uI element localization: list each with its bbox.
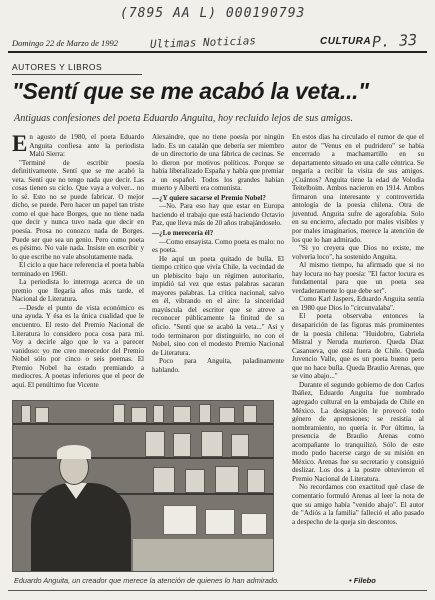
paragraph: Poco para Anguita, paladinamente hablando. bbox=[152, 357, 284, 374]
dateline: Domingo 22 de Marzo de 1992 bbox=[12, 38, 119, 48]
author-credit: • Filebo bbox=[349, 576, 376, 585]
paragraph: "Terminé de escribir poesía definitivamente. Sentí que se me acabó la veta. Sentí que no tengo nada que decir. Las cosas tienen su ciclo. Que vaya a volver... no lo sé. Esto no se puede fabricar. O mejor dicho, se puede. Pero hacer un papel tan triste como el que hace Borges, que no tiene nada que decir y nunca tuvo nada que decir en poesía. Prosa no conozco nada de Borges. Puede ser que sea un genio. Pero como poeta es pésimo. No vale nada. Insiste en escribir y lo que escribe no vale absolutamente nada. bbox=[12, 158, 144, 261]
paragraph: —No. Para eso hay que estar en Europa haciendo el trabajo que está haciendo Octavio Paz, que lleva más de 20 años trabajándoselo. bbox=[152, 202, 284, 228]
masthead-rule bbox=[8, 51, 427, 53]
deck: Antiguas confesiones del poeta Eduardo Anguita, hoy recluido lejos de sus amigos. bbox=[14, 113, 353, 124]
book bbox=[153, 405, 164, 423]
paragraph: En agosto de 1980, el poeta Eduardo Anguita confiesa ante la periodista Malú Sierra: bbox=[12, 131, 144, 159]
book bbox=[247, 469, 265, 493]
paragraph: La periodista lo interroga acerca de un premio que llegaría años más tarde, el Nacional de Literatura. bbox=[12, 278, 144, 304]
paragraph: Como Karl Jaspers, Eduardo Anguita sentía en 1980 que Dios lo "circunvalaba". bbox=[292, 295, 424, 312]
book bbox=[219, 407, 235, 423]
paragraph: —Como ensayista. Como poeta es malo: no es poeta. bbox=[152, 237, 284, 255]
book bbox=[35, 407, 49, 423]
book bbox=[231, 434, 249, 457]
author-photo bbox=[12, 400, 274, 572]
bottom-rule bbox=[8, 590, 427, 591]
column-1 bbox=[12, 133, 144, 389]
book bbox=[145, 431, 165, 457]
paragraph: He aquí un poeta quitado de bulla. El tiempo crítico que vivía Chile, la vecindad de un plebiscito bajo un régimen autoritario, impidió tal vez que estas palabras sacaran mayores palabras. La crítica nacional, salvo en él, vibrando en el aire: la sinceridad mayúscula del escritor que se atreve a reconocer públicamente la finitud de su oficio. "Sentí que se acabó la veta..." Así y todo terminaron por distinguirlo, no con el Nobel, sino con el modesto Premio Nacional de Literatura. bbox=[152, 254, 284, 357]
document-on-table bbox=[241, 513, 267, 535]
book bbox=[131, 407, 147, 423]
kicker: AUTORES Y LIBROS bbox=[12, 62, 103, 72]
drop-cap: E bbox=[12, 131, 28, 156]
document-on-table bbox=[205, 509, 235, 535]
photo-caption: Eduardo Anguita, un creador que merece la atención de quienes lo han admirado. bbox=[14, 576, 280, 585]
paragraph: Durante el segundo gobierno de don Carlos Ibáñez, Eduardo Anguita fue nombrado agregado cultural en la embajada de Chile en México. La designación le provocó todo género de aprensiones; se resistía al nombramiento, no quería ir. Por último, la presencia de Braulio Arenas como acompañante lo tranquilizó. Sólo de este modo pudo hacerse cargo de su misión en México. Arenas fue su secretario y consiguió deslizar. Los dos a la postre obtuvieron el Premio Nacional de Literatura. bbox=[292, 380, 424, 483]
book bbox=[153, 467, 175, 493]
person-hair bbox=[57, 445, 91, 459]
book bbox=[173, 433, 191, 457]
article-body bbox=[12, 131, 426, 526]
book bbox=[199, 404, 211, 423]
table bbox=[133, 539, 274, 572]
book bbox=[173, 406, 191, 423]
handwritten-archive-code: (7895 AA L) 000190793 bbox=[120, 6, 306, 21]
column-2 bbox=[152, 133, 284, 374]
paragraph: Alexaindre, que no tiene poesía por ningún lado. Es un catalán que debería ser miembro de un directorio de una fábrica de cecinas. Se lo dieron por motivos políticos. Porque se había liberalizado España y había que premiar a un español. Todos los grandes habían muerto y Alberti era comunista. bbox=[152, 133, 284, 193]
paragraph: —Desde el punto de vista económico es una ayuda. Y ésa es la única cualidad que le encuentro. El resto del Premio Nacional de Literatura lo considero poca cosa para mí. Voy a decirle algo que le va a parecer vanidoso: yo me creo merecedor del Premio Nobel sólo por cinco o seis poemas. El Premio Nobel ha estado premiando a mediocres. A poetas inferiores que el peor de aquí. El penúltimo fue Vicente bbox=[12, 303, 144, 389]
bookshelf bbox=[13, 457, 273, 459]
kicker-rule bbox=[12, 74, 142, 75]
paragraph: El poeta observaba entonces la desaparición de las figuras más prominentes de la poesía chilena: "Huidobro, Gabriela Mistral y Neruda murieron. Queda Díaz Casanueva, que está fuera de Chile. Queda Juvencio Valle, que es un poeta bueno pero que no hace bulla. Queda Braulio Arenas, que se vino abajo..." bbox=[292, 312, 424, 381]
book bbox=[113, 404, 125, 423]
book bbox=[21, 405, 31, 423]
book bbox=[185, 469, 205, 493]
column-3 bbox=[292, 133, 424, 591]
book bbox=[215, 466, 239, 493]
document-on-table bbox=[163, 505, 197, 535]
person-body bbox=[31, 483, 131, 572]
interview-question: —¿Y quiere sacarse el Premio Nobel? bbox=[152, 193, 266, 202]
handwritten-page-number: P. 33 bbox=[371, 30, 418, 52]
paragraph: El ciclo a que hace referencia el poeta había terminado en 1960. bbox=[12, 261, 144, 278]
headline: "Sentí que se me acabó la veta..." bbox=[12, 78, 369, 104]
handwritten-source: Ultimas Noticias bbox=[149, 34, 257, 51]
paragraph: En estos días ha circulado el rumor de que el autor de "Venus en el pudridero" se había encerrado a machamartillo en su departamento situado en una calle céntrica. Se negaría a recibir la visita de sus amigos. ¿Cuántos? Anguita tiene la edad de Volodia Teitelboim. Ambos nacieron en 1914. Ambos firmaron una interesante y controvertida antología de la poesía chilena. Otra de juventud. Anguita sufre de agorafobia. Solo en su encierro, afectado por males visibles y por males imaginarios, merece la atención de los que lo han admirado. bbox=[292, 133, 424, 244]
bookshelf bbox=[13, 423, 273, 425]
paragraph: No recordamos con exactitud qué clase de comentario formuló Arenas al leer la nota de que su amigo había "venido abajo". El autor de "Adiós a la familia" falleció el año pasado a despecho de la queja sin descontos. bbox=[292, 483, 424, 526]
interview-question: —¿Lo merecería él? bbox=[152, 229, 214, 238]
paragraph: "Si yo creyera que Dios no existe, me volvería loco", ha sostenido Anguita. bbox=[292, 244, 424, 261]
book bbox=[243, 405, 257, 423]
paragraph: Al mismo tiempo, ha afirmado que si no hay locura no hay poesía: "El factor locura es fundamental para que un poeta sea verdaderamente lo que debe ser". bbox=[292, 261, 424, 295]
section-label: CULTURA bbox=[320, 36, 372, 47]
book bbox=[201, 431, 223, 457]
